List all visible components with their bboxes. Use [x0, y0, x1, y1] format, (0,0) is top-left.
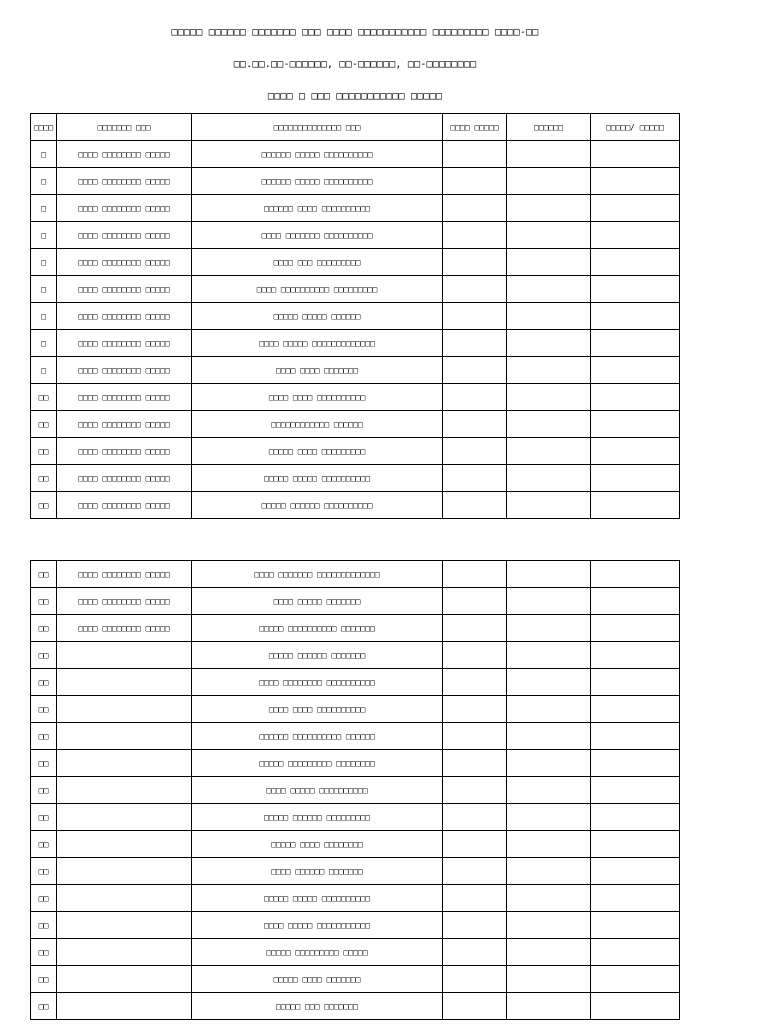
- table-header-row: [31, 114, 680, 141]
- register-table-first: [30, 113, 680, 519]
- date-cell: [507, 615, 591, 642]
- document-subtitle: □□.□□.□□-□□□□□□, □□-□□□□□□, □□-□□□□□□□□: [233, 59, 477, 70]
- serial-cell: □□: [31, 885, 57, 912]
- post-cell: [57, 912, 192, 939]
- name-cell: □□□□ □□□□ □□□□□□□□□□: [192, 384, 443, 411]
- date-cell: [507, 885, 591, 912]
- serial-cell: □□: [31, 993, 57, 1020]
- date-cell: [507, 939, 591, 966]
- serial-cell: □□: [31, 912, 57, 939]
- table-row: [31, 750, 680, 777]
- post-cell: □□□□ □□□□□□□□ □□□□□: [57, 561, 192, 588]
- name-cell: □□□□□ □□□□□□□□□ □□□□□: [192, 939, 443, 966]
- serial-cell: □□: [31, 696, 57, 723]
- date-cell: [507, 411, 591, 438]
- table-row: [31, 723, 680, 750]
- signature-cell: [443, 141, 507, 168]
- post-cell: [57, 858, 192, 885]
- serial-cell: □: [31, 276, 57, 303]
- serial-cell: □: [31, 222, 57, 249]
- date-cell: [507, 696, 591, 723]
- serial-cell: □□: [31, 750, 57, 777]
- remarks-cell: [591, 831, 680, 858]
- name-cell: □□□□□□ □□□□□□□□□□ □□□□□□: [192, 723, 443, 750]
- serial-cell: □□: [31, 492, 57, 519]
- signature-cell: [443, 303, 507, 330]
- name-cell: □□□□□ □□□□ □□□□□□□□□: [192, 438, 443, 465]
- signature-cell: [443, 195, 507, 222]
- post-cell: [57, 777, 192, 804]
- serial-cell: □□: [31, 642, 57, 669]
- post-cell: [57, 669, 192, 696]
- name-cell: □□□□□□□□□□□□ □□□□□□: [192, 411, 443, 438]
- signature-cell: [443, 669, 507, 696]
- date-cell: [507, 222, 591, 249]
- name-cell: □□□□ □□□□□□□ □□□□□□□□□□□□□: [192, 561, 443, 588]
- name-cell: □□□□□ □□□□□ □□□□□□□□□□: [192, 885, 443, 912]
- name-cell: □□□□□ □□□□ □□□□□□□□: [192, 831, 443, 858]
- signature-cell: [443, 357, 507, 384]
- remarks-cell: [591, 615, 680, 642]
- name-cell: □□□□ □□□□□ □□□□□□□□□□□□□: [192, 330, 443, 357]
- signature-cell: [443, 939, 507, 966]
- post-cell: □□□□ □□□□□□□□ □□□□□: [57, 330, 192, 357]
- date-cell: [507, 642, 591, 669]
- post-cell: □□□□ □□□□□□□□ □□□□□: [57, 411, 192, 438]
- table-row: [31, 642, 680, 669]
- post-cell: □□□□ □□□□□□□□ □□□□□: [57, 276, 192, 303]
- signature-cell: [443, 885, 507, 912]
- name-cell: □□□□ □□□ □□□□□□□□□: [192, 249, 443, 276]
- serial-cell: □□: [31, 858, 57, 885]
- post-cell: □□□□ □□□□□□□□ □□□□□: [57, 222, 192, 249]
- document-title: □□□□□ □□□□□□ □□□□□□□ □□□ □□□□ □□□□□□□□□□□ □□□□□□□□□ □□□□-□□: [171, 27, 539, 38]
- post-cell: □□□□ □□□□□□□□ □□□□□: [57, 168, 192, 195]
- table-row: [31, 276, 680, 303]
- post-cell: □□□□ □□□□□□□□ □□□□□: [57, 195, 192, 222]
- table-row: [31, 966, 680, 993]
- table-row: [31, 831, 680, 858]
- serial-cell: □□: [31, 804, 57, 831]
- serial-cell: □: [31, 195, 57, 222]
- signature-cell: [443, 777, 507, 804]
- table-row: [31, 669, 680, 696]
- signature-cell: [443, 993, 507, 1020]
- table-row: [31, 438, 680, 465]
- remarks-cell: [591, 858, 680, 885]
- remarks-cell: [591, 411, 680, 438]
- post-cell: □□□□ □□□□□□□□ □□□□□: [57, 465, 192, 492]
- date-cell: [507, 750, 591, 777]
- date-cell: [507, 993, 591, 1020]
- serial-cell: □□: [31, 777, 57, 804]
- date-cell: [507, 438, 591, 465]
- remarks-cell: [591, 912, 680, 939]
- signature-cell: [443, 615, 507, 642]
- table-row: [31, 588, 680, 615]
- date-cell: [507, 384, 591, 411]
- remarks-cell: [591, 303, 680, 330]
- serial-cell: □: [31, 303, 57, 330]
- remarks-cell: [591, 465, 680, 492]
- date-cell: [507, 723, 591, 750]
- signature-cell: [443, 966, 507, 993]
- table-row: [31, 492, 680, 519]
- name-cell: □□□□□ □□□□□ □□□□□□□□□□: [192, 465, 443, 492]
- name-cell: □□□□ □□□□□□□□ □□□□□□□□□□: [192, 669, 443, 696]
- name-cell: □□□□ □□□□ □□□□□□□□□□: [192, 696, 443, 723]
- remarks-cell: [591, 939, 680, 966]
- post-cell: □□□□ □□□□□□□□ □□□□□: [57, 357, 192, 384]
- name-cell: □□□□ □□□□□□□□□□ □□□□□□□□□: [192, 276, 443, 303]
- remarks-cell: [591, 723, 680, 750]
- date-cell: [507, 303, 591, 330]
- signature-cell: [443, 696, 507, 723]
- post-cell: □□□□ □□□□□□□□ □□□□□: [57, 303, 192, 330]
- name-cell: □□□□□ □□□ □□□□□□□: [192, 993, 443, 1020]
- table-row: [31, 696, 680, 723]
- table-row: [31, 777, 680, 804]
- date-cell: [507, 831, 591, 858]
- serial-cell: □□: [31, 465, 57, 492]
- name-cell: □□□□□ □□□□□□ □□□□□□□□□□: [192, 492, 443, 519]
- name-cell: □□□□□ □□□□□□□□□□ □□□□□□□: [192, 615, 443, 642]
- post-cell: □□□□ □□□□□□□□ □□□□□: [57, 615, 192, 642]
- date-cell: [507, 141, 591, 168]
- remarks-cell: [591, 249, 680, 276]
- table-row: [31, 195, 680, 222]
- col-header-serial: □□□□: [31, 114, 57, 141]
- post-cell: [57, 642, 192, 669]
- post-cell: [57, 966, 192, 993]
- signature-cell: [443, 492, 507, 519]
- signature-cell: [443, 750, 507, 777]
- signature-cell: [443, 804, 507, 831]
- date-cell: [507, 330, 591, 357]
- date-cell: [507, 168, 591, 195]
- signature-cell: [443, 222, 507, 249]
- remarks-cell: [591, 804, 680, 831]
- serial-cell: □□: [31, 384, 57, 411]
- serial-cell: □□: [31, 831, 57, 858]
- remarks-cell: [591, 777, 680, 804]
- name-cell: □□□□□ □□□□□□ □□□□□□□: [192, 642, 443, 669]
- signature-cell: [443, 384, 507, 411]
- post-cell: [57, 993, 192, 1020]
- name-cell: □□□□ □□□□□ □□□□□□□□□□□: [192, 912, 443, 939]
- name-cell: □□□□ □□□□ □□□□□□□: [192, 357, 443, 384]
- name-cell: □□□□ □□□□□ □□□□□□□□□□: [192, 777, 443, 804]
- post-cell: □□□□ □□□□□□□□ □□□□□: [57, 492, 192, 519]
- post-cell: [57, 939, 192, 966]
- remarks-cell: [591, 588, 680, 615]
- signature-cell: [443, 858, 507, 885]
- remarks-cell: [591, 642, 680, 669]
- signature-cell: [443, 276, 507, 303]
- name-cell: □□□□□□ □□□□□ □□□□□□□□□□: [192, 141, 443, 168]
- remarks-cell: [591, 966, 680, 993]
- serial-cell: □□: [31, 438, 57, 465]
- col-header-date: □□□□□□: [507, 114, 591, 141]
- post-cell: □□□□ □□□□□□□□ □□□□□: [57, 141, 192, 168]
- table-row: [31, 885, 680, 912]
- date-cell: [507, 561, 591, 588]
- table-row: [31, 993, 680, 1020]
- remarks-cell: [591, 195, 680, 222]
- signature-cell: [443, 642, 507, 669]
- serial-cell: □□: [31, 615, 57, 642]
- table-row: [31, 615, 680, 642]
- remarks-cell: [591, 993, 680, 1020]
- serial-cell: □□: [31, 588, 57, 615]
- date-cell: [507, 195, 591, 222]
- signature-cell: [443, 330, 507, 357]
- name-cell: □□□□□ □□□□ □□□□□□□: [192, 966, 443, 993]
- serial-cell: □□: [31, 939, 57, 966]
- post-cell: □□□□ □□□□□□□□ □□□□□: [57, 588, 192, 615]
- post-cell: [57, 804, 192, 831]
- name-cell: □□□□ □□□□□ □□□□□□□: [192, 588, 443, 615]
- signature-cell: [443, 723, 507, 750]
- remarks-cell: [591, 222, 680, 249]
- date-cell: [507, 588, 591, 615]
- serial-cell: □□: [31, 723, 57, 750]
- table-row: [31, 330, 680, 357]
- remarks-cell: [591, 438, 680, 465]
- signature-cell: [443, 912, 507, 939]
- table-row: [31, 141, 680, 168]
- remarks-cell: [591, 750, 680, 777]
- date-cell: [507, 357, 591, 384]
- signature-cell: [443, 438, 507, 465]
- date-cell: [507, 777, 591, 804]
- table-row: [31, 804, 680, 831]
- post-cell: □□□□ □□□□□□□□ □□□□□: [57, 384, 192, 411]
- serial-cell: □: [31, 141, 57, 168]
- serial-cell: □□: [31, 966, 57, 993]
- table-caption: □□□□ □ □□□ □□□□□□□□□□□ □□□□□: [267, 91, 443, 102]
- table-row: [31, 561, 680, 588]
- date-cell: [507, 966, 591, 993]
- table-row: [31, 858, 680, 885]
- serial-cell: □: [31, 330, 57, 357]
- name-cell: □□□□□□ □□□□□ □□□□□□□□□□: [192, 168, 443, 195]
- remarks-cell: [591, 330, 680, 357]
- name-cell: □□□□ □□□□□□□ □□□□□□□□□□: [192, 222, 443, 249]
- table-row: [31, 465, 680, 492]
- post-cell: [57, 696, 192, 723]
- date-cell: [507, 465, 591, 492]
- signature-cell: [443, 411, 507, 438]
- remarks-cell: [591, 168, 680, 195]
- table-row: [31, 384, 680, 411]
- remarks-cell: [591, 276, 680, 303]
- table-row: [31, 357, 680, 384]
- remarks-cell: [591, 357, 680, 384]
- remarks-cell: [591, 141, 680, 168]
- col-header-post: □□□□□□□ □□□: [57, 114, 192, 141]
- signature-cell: [443, 465, 507, 492]
- table-row: [31, 303, 680, 330]
- serial-cell: □: [31, 168, 57, 195]
- date-cell: [507, 912, 591, 939]
- col-header-name: □□□□□□□□□□□□□□ □□□: [192, 114, 443, 141]
- remarks-cell: [591, 561, 680, 588]
- register-table-second: [30, 560, 680, 1020]
- name-cell: □□□□ □□□□□□ □□□□□□□: [192, 858, 443, 885]
- table-row: [31, 222, 680, 249]
- remarks-cell: [591, 492, 680, 519]
- serial-cell: □: [31, 357, 57, 384]
- table-row: [31, 411, 680, 438]
- post-cell: [57, 885, 192, 912]
- post-cell: □□□□ □□□□□□□□ □□□□□: [57, 438, 192, 465]
- date-cell: [507, 669, 591, 696]
- remarks-cell: [591, 384, 680, 411]
- post-cell: [57, 723, 192, 750]
- remarks-cell: [591, 696, 680, 723]
- signature-cell: [443, 561, 507, 588]
- post-cell: □□□□ □□□□□□□□ □□□□□: [57, 249, 192, 276]
- signature-cell: [443, 831, 507, 858]
- name-cell: □□□□□ □□□□□□□□□ □□□□□□□□: [192, 750, 443, 777]
- serial-cell: □□: [31, 561, 57, 588]
- date-cell: [507, 804, 591, 831]
- date-cell: [507, 249, 591, 276]
- signature-cell: [443, 168, 507, 195]
- table-row: [31, 249, 680, 276]
- name-cell: □□□□□ □□□□□□ □□□□□□□□□: [192, 804, 443, 831]
- table-row: [31, 939, 680, 966]
- post-cell: [57, 831, 192, 858]
- table-row: [31, 168, 680, 195]
- table-row: [31, 912, 680, 939]
- date-cell: [507, 858, 591, 885]
- post-cell: [57, 750, 192, 777]
- date-cell: [507, 276, 591, 303]
- serial-cell: □□: [31, 411, 57, 438]
- col-header-signature: □□□□ □□□□□: [443, 114, 507, 141]
- remarks-cell: [591, 885, 680, 912]
- signature-cell: [443, 249, 507, 276]
- signature-cell: [443, 588, 507, 615]
- remarks-cell: [591, 669, 680, 696]
- serial-cell: □: [31, 249, 57, 276]
- name-cell: □□□□□ □□□□□ □□□□□□: [192, 303, 443, 330]
- name-cell: □□□□□□ □□□□ □□□□□□□□□□: [192, 195, 443, 222]
- date-cell: [507, 492, 591, 519]
- serial-cell: □□: [31, 669, 57, 696]
- col-header-remarks: □□□□□/ □□□□□: [591, 114, 680, 141]
